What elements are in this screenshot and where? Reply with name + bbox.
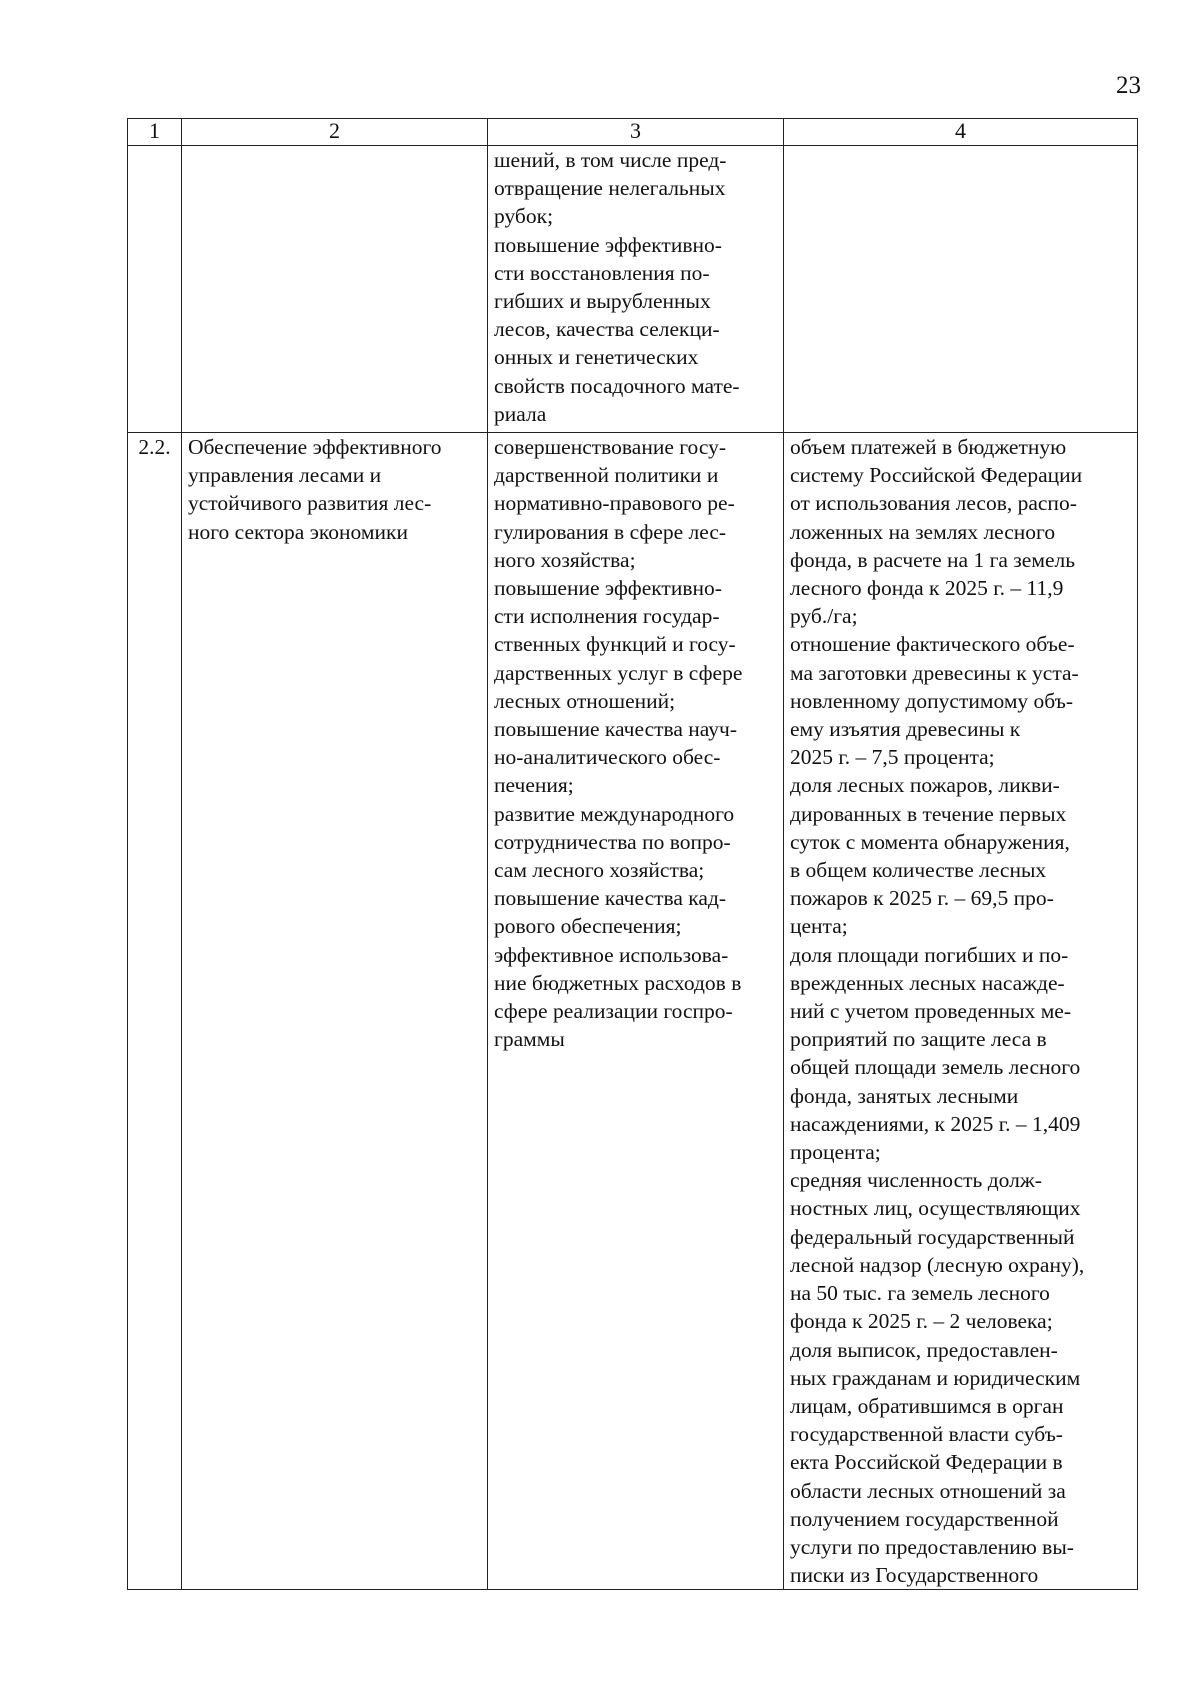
text-line: 2025 г. – 7,5 процента; — [790, 745, 995, 770]
text-line: ного хозяйства; — [494, 547, 636, 572]
text-line: услуги по предоставлению вы- — [790, 1534, 1074, 1559]
text-line: онных и генетических — [494, 345, 699, 370]
cont-cell-number — [128, 146, 182, 433]
text-line: получением государственной — [790, 1506, 1059, 1531]
objective-cell — [182, 433, 488, 1590]
header-col-3: 3 — [488, 119, 784, 146]
text-line: дарственной политики и — [494, 463, 719, 488]
text-line: управления лесами и — [188, 463, 382, 488]
header-col-2: 2 — [182, 119, 488, 146]
text-line: насаждениями, к 2025 г. – 1,409 — [790, 1111, 1081, 1136]
text-line: рового обеспечения; — [494, 914, 682, 939]
text-line: доля лесных пожаров, ликви- — [790, 773, 1060, 798]
text-line: федеральный государственный — [790, 1224, 1075, 1249]
text-line: фонда к 2025 г. – 2 человека; — [790, 1309, 1053, 1334]
text-line: ственных функций и госу- — [494, 632, 736, 657]
text-line: врежденных лесных насажде- — [790, 970, 1065, 995]
text-line: лесной надзор (лесную охрану), — [790, 1252, 1085, 1277]
text-line: но-аналитического обес- — [494, 745, 721, 770]
text-line: устойчивого развития лес- — [188, 491, 432, 516]
text-line: суток с момента обнаружения, — [790, 829, 1070, 854]
row-number: 2.2. — [128, 433, 182, 1590]
text-line: процента; — [790, 1140, 881, 1165]
text-line: нормативно-правового ре- — [494, 491, 735, 516]
text-line: государственной власти субъ- — [790, 1422, 1063, 1447]
table-row-continuation — [128, 146, 1138, 433]
text-line: печения; — [494, 773, 574, 798]
text-line: риала — [494, 401, 547, 426]
text-line: лесов, качества селекци- — [494, 317, 720, 342]
text-line: ма заготовки древесины к уста- — [790, 660, 1079, 685]
text-line: на 50 тыс. га земель лесного — [790, 1281, 1050, 1306]
text-line: новленному допустимому объ- — [790, 688, 1073, 713]
text-line: фонда, в расчете на 1 га земель — [790, 547, 1076, 572]
text-line: Обеспечение эффективного — [188, 435, 442, 459]
text-line: граммы — [494, 1027, 565, 1052]
cont-cell-tasks — [488, 146, 784, 433]
text-line: повышение эффективно- — [494, 232, 722, 257]
page-number: 23 — [1116, 72, 1141, 99]
cont-cell-objective — [182, 146, 488, 433]
text-line: эффективное использова- — [494, 942, 729, 967]
text-line: ние бюджетных расходов в — [494, 970, 742, 995]
header-col-4: 4 — [784, 119, 1138, 146]
text-line: доля выписок, предоставлен- — [790, 1337, 1058, 1362]
text-line: систему Российской Федерации — [790, 463, 1083, 488]
text-line: цента; — [790, 914, 848, 939]
text-line: дированных в течение первых — [790, 801, 1067, 826]
text-line: фонда, занятых лесными — [790, 1083, 1019, 1108]
text-line: лесного фонда к 2025 г. – 11,9 — [790, 576, 1064, 601]
text-line: ложенных на землях лесного — [790, 519, 1056, 544]
text-line: в общем количестве лесных — [790, 858, 1047, 883]
text-line: сти восстановления по- — [494, 260, 710, 285]
tasks-cell — [488, 433, 784, 1590]
text-line: области лесных отношений за — [790, 1478, 1066, 1503]
text-line: развитие международного — [494, 801, 735, 826]
text-line: писки из Государственного — [790, 1563, 1039, 1588]
text-line: общей площади земель лесного — [790, 1055, 1081, 1080]
text-line: отношение фактического объе- — [790, 632, 1075, 657]
text-line: гулирования в сфере лес- — [494, 519, 727, 544]
text-line: объем платежей в бюджетную — [790, 435, 1067, 459]
text-line: лицам, обратившимся в орган — [790, 1393, 1064, 1418]
indicators-cell — [784, 433, 1138, 1590]
text-line: доля площади погибших и по- — [790, 942, 1069, 967]
table-header-row — [128, 119, 1138, 146]
text-line: свойств посадочного мате- — [494, 373, 740, 398]
text-line: ных гражданам и юридическим — [790, 1365, 1081, 1390]
text-line: ний с учетом проведенных ме- — [790, 999, 1072, 1024]
cont-cell-indicators — [784, 146, 1138, 433]
text-line: дарственных услуг в сфере — [494, 660, 743, 685]
text-line: повышение качества науч- — [494, 717, 737, 742]
text-line: повышение качества кад- — [494, 886, 727, 911]
text-line: сти исполнения государ- — [494, 604, 720, 629]
text-line: отвращение нелегальных — [494, 176, 726, 201]
text-line: ностных лиц, осуществляющих — [790, 1196, 1081, 1221]
text-line: сфере реализации госпро- — [494, 999, 733, 1024]
table-row-2-2 — [128, 433, 1138, 1590]
text-line: средняя численность долж- — [790, 1168, 1042, 1193]
header-col-1: 1 — [128, 119, 182, 146]
text-line: рубок; — [494, 204, 554, 229]
program-table — [127, 118, 1138, 1590]
text-line: руб./га; — [790, 604, 858, 629]
text-line: сам лесного хозяйства; — [494, 858, 705, 883]
text-line: совершенствование госу- — [494, 435, 726, 459]
text-line: ему изъятия древесины к — [790, 717, 1021, 742]
text-line: гибших и вырубленных — [494, 289, 711, 314]
text-line: сотрудничества по вопро- — [494, 829, 731, 854]
text-line: повышение эффективно- — [494, 576, 722, 601]
text-line: ного сектора экономики — [188, 519, 408, 544]
text-line: пожаров к 2025 г. – 69,5 про- — [790, 886, 1054, 911]
text-line: екта Российской Федерации в — [790, 1450, 1063, 1475]
text-line: роприятий по защите леса в — [790, 1027, 1047, 1052]
text-line: лесных отношений; — [494, 688, 676, 713]
text-line: шений, в том числе пред- — [494, 148, 727, 172]
text-line: от использования лесов, распо- — [790, 491, 1077, 516]
